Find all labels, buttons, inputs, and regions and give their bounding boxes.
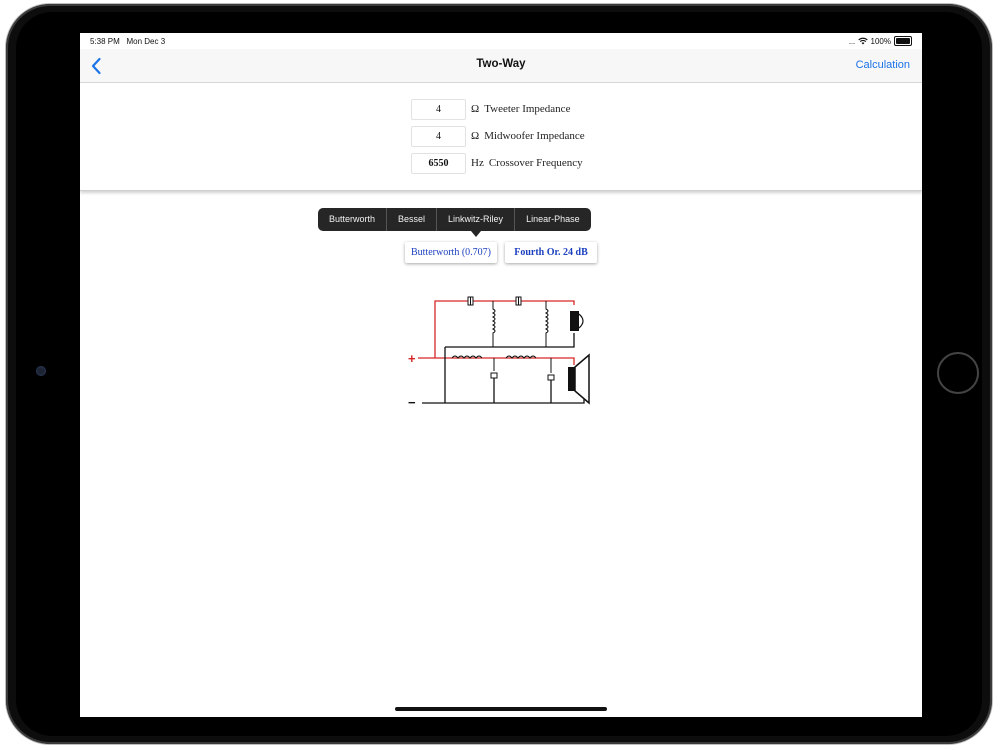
home-button[interactable] [937, 352, 979, 394]
ground-rail [422, 333, 584, 403]
crossover-schematic [406, 295, 596, 410]
midwoofer-impedance-label: Midwoofer Impedance [484, 130, 585, 142]
battery-percentage: 100% [870, 36, 891, 46]
tweeter-high-pass-components [468, 297, 548, 347]
status-date: Mon Dec 3 [126, 37, 166, 46]
menu-item-linkwitz-riley-label: Linkwitz-Riley [448, 214, 504, 224]
tweeter-impedance-row [411, 99, 570, 119]
filter-order-button[interactable]: Fourth Or. 24 dB [505, 242, 597, 263]
cellular-dots-icon: ..... [848, 36, 855, 46]
positive-rail [418, 301, 574, 365]
crossover-frequency-input[interactable]: 6550 [411, 153, 466, 174]
alignment-button[interactable]: Butterworth (0.707) [405, 242, 497, 263]
menu-item-linear-phase[interactable]: Linear-Phase [526, 214, 580, 224]
wifi-icon [858, 37, 868, 45]
menu-item-linkwitz-riley[interactable] [437, 208, 515, 231]
calculation-button[interactable]: Calculation [855, 59, 910, 71]
crossover-frequency-label: Crossover Frequency [488, 157, 583, 169]
midwoofer-impedance-row [411, 126, 585, 146]
menu-pointer [471, 231, 481, 237]
minus-sign: − [408, 395, 416, 410]
plus-sign: + [408, 351, 416, 366]
navigation-bar [80, 49, 922, 83]
filter-type-menu [318, 208, 591, 231]
menu-item-butterworth[interactable]: Butterworth [318, 208, 387, 231]
battery-icon [894, 36, 912, 46]
crossover-frequency-row [411, 153, 583, 173]
home-indicator[interactable] [395, 707, 607, 711]
tweeter-impedance-label: Tweeter Impedance [484, 103, 571, 115]
page-title: Two-Way [476, 58, 526, 70]
status-time: 5:38 PM [90, 37, 120, 46]
woofer-low-pass-components [452, 356, 554, 380]
crossover-frequency-unit: Hz [471, 157, 484, 169]
midwoofer-impedance-input[interactable]: 4 [411, 126, 466, 147]
tweeter-impedance-input[interactable]: 4 [411, 99, 466, 120]
front-camera [36, 366, 46, 376]
tweeter-impedance-unit: Ω [471, 103, 480, 115]
menu-item-bessel[interactable]: Bessel [387, 208, 437, 231]
woofer-speaker-icon [568, 355, 589, 403]
app-screen [80, 33, 922, 717]
midwoofer-impedance-unit: Ω [471, 130, 480, 142]
parameters-panel [80, 83, 922, 191]
tweeter-icon [570, 311, 583, 331]
status-bar [80, 33, 922, 49]
